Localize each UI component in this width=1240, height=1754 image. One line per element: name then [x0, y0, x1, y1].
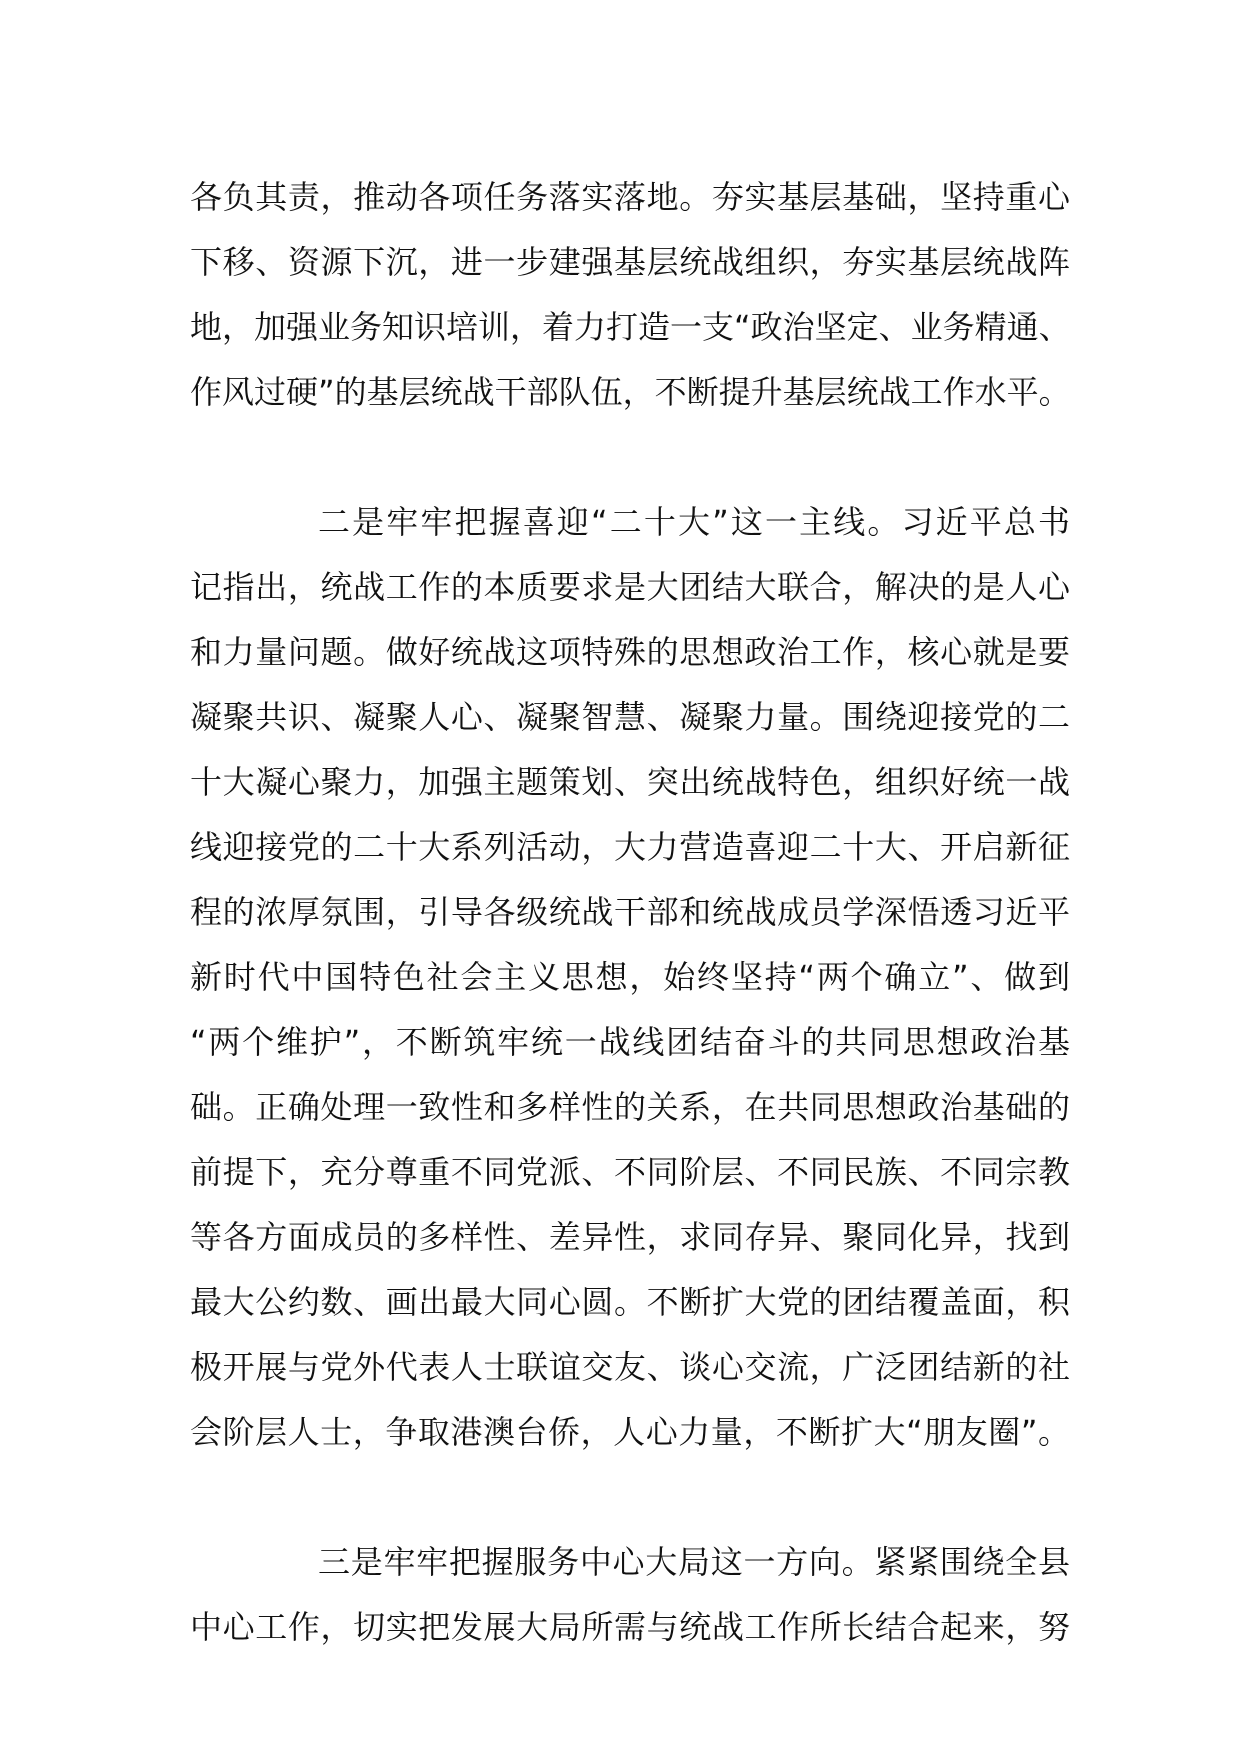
paragraph-gap	[190, 1465, 1070, 1530]
text-line: 最大公约数、画出最大同心圆。不断扩大党的团结覆盖面，积	[190, 1283, 1070, 1321]
document-body	[190, 165, 1070, 1660]
text-line: 中心工作，切实把发展大局所需与统战工作所长结合起来，努	[190, 1608, 1070, 1646]
text-line: 新时代中国特色社会主义思想，始终坚持“两个确立”、做到	[190, 958, 1070, 996]
paragraph-3	[190, 1530, 1070, 1660]
text-line: 极开展与党外代表人士联谊交友、谈心交流，广泛团结新的社	[190, 1348, 1070, 1386]
text-line: 十大凝心聚力，加强主题策划、突出统战特色，组织好统一战	[190, 763, 1070, 801]
text-line: 础。正确处理一致性和多样性的关系，在共同思想政治基础的	[190, 1088, 1070, 1126]
text-line: 各负其责，推动各项任务落实落地。夯实基层基础，坚持重心	[190, 178, 1070, 216]
text-line: 线迎接党的二十大系列活动，大力营造喜迎二十大、开启新征	[190, 828, 1070, 866]
text-line: 和力量问题。做好统战这项特殊的思想政治工作，核心就是要	[190, 633, 1070, 671]
text-line: 凝聚共识、凝聚人心、凝聚智慧、凝聚力量。围绕迎接党的二	[190, 698, 1070, 736]
text-line: 前提下，充分尊重不同党派、不同阶层、不同民族、不同宗教	[190, 1153, 1070, 1191]
text-line: 地，加强业务知识培训，着力打造一支“政治坚定、业务精通、	[190, 308, 1071, 346]
text-line: 三是牢牢把握服务中心大局这一方向。紧紧围绕全县	[318, 1543, 1070, 1581]
text-line: 程的浓厚氛围，引导各级统战干部和统战成员学深悟透习近平	[190, 893, 1070, 931]
paragraph-1	[190, 165, 1070, 425]
text-line: 下移、资源下沉，进一步建强基层统战组织，夯实基层统战阵	[190, 243, 1070, 281]
text-line: 记指出，统战工作的本质要求是大团结大联合，解决的是人心	[190, 568, 1070, 606]
text-line: 作风过硬”的基层统战干部队伍，不断提升基层统战工作水平。	[190, 373, 1071, 411]
text-line: 等各方面成员的多样性、差异性，求同存异、聚同化异，找到	[190, 1218, 1070, 1256]
text-line: “两个维护”，不断筑牢统一战线团结奋斗的共同思想政治基	[190, 1023, 1070, 1061]
paragraph-2	[190, 490, 1070, 1465]
text-line: 二是牢牢把握喜迎“二十大”这一主线。习近平总书	[318, 503, 1070, 541]
paragraph-gap	[190, 425, 1070, 490]
text-line: 会阶层人士，争取港澳台侨，人心力量，不断扩大“朋友圈”。	[190, 1413, 1070, 1451]
